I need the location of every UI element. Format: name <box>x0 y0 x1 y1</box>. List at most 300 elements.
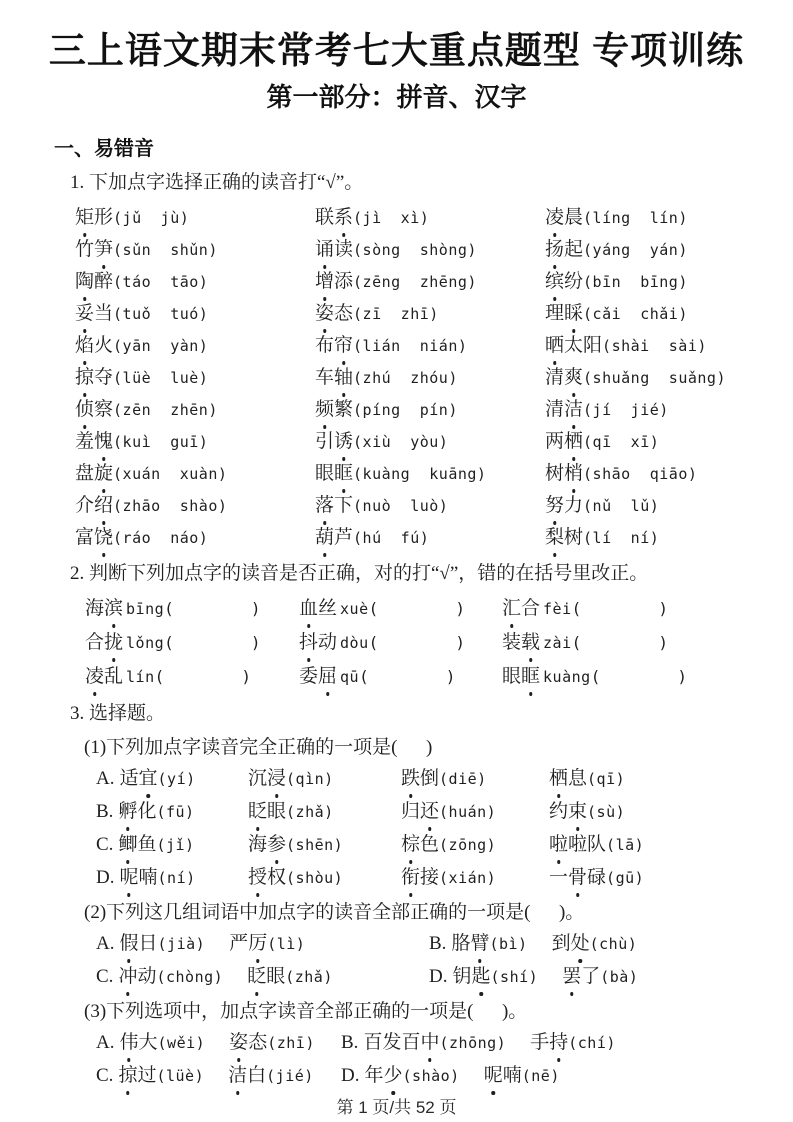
answer-blank: ( ) <box>571 598 668 618</box>
dotted-character: 衔 <box>401 862 420 894</box>
word-entry <box>248 867 343 888</box>
option-row <box>96 928 793 961</box>
word-entry <box>484 1065 560 1086</box>
dotted-character: 少 <box>384 1060 403 1092</box>
dotted-character: 绍 <box>94 490 113 522</box>
word-entry <box>451 933 527 954</box>
dotted-character: 胳 <box>451 932 471 954</box>
option-cell <box>549 829 793 862</box>
dotted-character: 浸 <box>267 763 286 795</box>
dotted-character: 合 <box>85 631 105 653</box>
dotted-character: 眼 <box>502 665 522 687</box>
word-entry <box>229 1032 315 1053</box>
dotted-character: 大 <box>138 1031 158 1053</box>
dotted-character: 妥 <box>75 298 94 330</box>
q2-word-table <box>85 592 793 694</box>
pinyin: (líng lín) <box>583 208 688 227</box>
word-entry <box>502 660 793 694</box>
dotted-character: 白 <box>247 1064 267 1086</box>
dotted-character: 树 <box>545 462 565 484</box>
dotted-character: 碌 <box>587 866 607 888</box>
word-entry <box>401 834 496 855</box>
word-entry <box>228 1065 314 1086</box>
dotted-character: 爽 <box>564 362 583 394</box>
dotted-character: 过 <box>137 1064 157 1086</box>
pinyin: (xuán xuàn) <box>113 464 228 483</box>
pinyin: (ráo náo) <box>113 528 209 547</box>
dotted-character: 太 <box>564 334 584 356</box>
option-cell <box>248 796 401 829</box>
dotted-character: 频 <box>315 394 334 426</box>
dotted-character: 处 <box>571 928 590 960</box>
word-entry <box>75 266 315 298</box>
option-cell <box>401 829 549 862</box>
word-entry <box>118 801 194 822</box>
pinyin: (wěi) <box>157 1033 206 1052</box>
pinyin: (shòu) <box>286 868 344 887</box>
dotted-character: 态 <box>248 1031 268 1053</box>
pinyin: (sǔn shǔn) <box>113 240 218 259</box>
dotted-character: 接 <box>420 866 440 888</box>
dotted-character: 缤 <box>545 266 564 298</box>
dotted-character: 诱 <box>334 426 353 458</box>
dotted-character: 骨 <box>568 862 587 894</box>
dotted-character: 布 <box>315 334 335 356</box>
dotted-character: 眶 <box>521 660 540 693</box>
dotted-character: 持 <box>549 1027 568 1059</box>
pinyin: (cǎi chǎi) <box>583 304 688 323</box>
dotted-character: 中 <box>420 1027 439 1059</box>
word-entry <box>315 490 545 522</box>
option-cell <box>549 796 793 829</box>
option-cell <box>96 1060 341 1093</box>
dotted-character: 起 <box>564 238 584 260</box>
option-cell <box>429 928 793 961</box>
dotted-character: 队 <box>587 833 607 855</box>
dotted-character: 棕 <box>401 829 420 861</box>
dotted-character: 眼 <box>267 800 287 822</box>
word-entry <box>229 933 305 954</box>
pinyin: (kuàng kuāng) <box>353 464 487 483</box>
dotted-character: 沉 <box>248 767 268 789</box>
pinyin: (jǐ) <box>156 835 195 854</box>
dotted-character: 眨 <box>248 796 267 828</box>
answer-blank: ( ) <box>368 632 465 652</box>
dotted-character: 笋 <box>94 234 113 266</box>
dotted-character: 严 <box>229 932 249 954</box>
option-cell <box>341 1027 793 1060</box>
word-entry <box>118 966 223 987</box>
word-entry <box>118 1065 204 1086</box>
option-key: B. <box>341 1031 359 1053</box>
section-heading: 一、易错音 <box>54 137 154 160</box>
dotted-character: 芦 <box>334 526 354 548</box>
answer-blank: ( ) <box>368 598 465 618</box>
option-row <box>96 1027 793 1060</box>
dotted-character: 跌 <box>401 763 420 795</box>
dotted-character: 阳 <box>583 334 603 356</box>
dotted-character: 焰 <box>75 330 94 362</box>
dotted-character: 盘 <box>75 462 95 484</box>
dotted-character: 授 <box>248 862 267 894</box>
word-entry <box>85 626 299 660</box>
dotted-character: 丝 <box>318 597 338 619</box>
dotted-character: 冲 <box>118 961 137 993</box>
dotted-character: 眼 <box>315 462 335 484</box>
dotted-character: 竹 <box>75 238 95 260</box>
option-cell <box>96 763 248 796</box>
dotted-character: 侦 <box>75 394 94 426</box>
option-row <box>96 961 793 994</box>
option-cell <box>96 961 429 994</box>
option-key: B. <box>429 932 447 954</box>
word-entry <box>75 394 315 426</box>
dotted-character: 委 <box>299 665 319 687</box>
dotted-character: 归 <box>401 800 421 822</box>
dotted-character: 参 <box>267 829 286 861</box>
option-cell <box>248 862 401 895</box>
dotted-character: 假 <box>119 928 138 960</box>
option-cell <box>248 763 401 796</box>
word-entry <box>119 867 195 888</box>
pinyin: dòu <box>340 633 369 652</box>
pinyin: (zhǎ) <box>285 967 333 986</box>
option-cell <box>401 796 549 829</box>
word-entry <box>549 834 644 855</box>
dotted-character: 眼 <box>266 965 286 987</box>
pinyin: (píng pín) <box>353 400 458 419</box>
dotted-character: 发 <box>382 1031 402 1053</box>
answer-blank: ( ) <box>154 666 251 686</box>
word-entry <box>118 834 194 855</box>
dotted-character: 羞 <box>75 430 95 452</box>
pinyin: (lüè luè) <box>113 368 209 387</box>
dotted-character: 醉 <box>94 270 114 292</box>
pinyin: (jié) <box>266 1066 314 1085</box>
dotted-character: 火 <box>94 334 114 356</box>
dotted-character: 动 <box>137 965 157 987</box>
word-entry <box>75 490 315 522</box>
word-entry <box>315 234 545 266</box>
dotted-character: 一 <box>549 866 569 888</box>
word-entry <box>545 426 793 458</box>
pinyin: xuè <box>340 599 369 618</box>
pinyin: (lüè) <box>156 1066 205 1085</box>
word-entry <box>315 266 545 298</box>
dotted-character: 孵 <box>118 796 137 828</box>
word-entry <box>452 966 538 987</box>
word-entry <box>75 202 315 234</box>
option-key: A. <box>96 767 115 789</box>
option-cell <box>429 961 793 994</box>
word-entry <box>247 966 333 987</box>
pinyin: (zēng zhēng) <box>353 272 477 291</box>
word-entry <box>75 426 315 458</box>
pinyin: kuàng <box>543 667 591 686</box>
option-cell <box>549 763 793 796</box>
dotted-character: 两 <box>545 430 565 452</box>
dotted-character: 还 <box>420 796 439 828</box>
word-entry <box>545 458 793 490</box>
dotted-character: 察 <box>94 398 114 420</box>
dotted-character: 洁 <box>564 394 583 426</box>
dotted-character: 血 <box>299 592 318 625</box>
dotted-character: 装 <box>502 631 522 653</box>
word-entry <box>75 298 315 330</box>
option-key: C. <box>96 833 114 855</box>
page-title: 三上语文期末常考七大重点题型 专项训练 <box>48 30 745 71</box>
pinyin: lín <box>126 667 155 686</box>
q3-sub-label: (3)下列选项中，加点字读音全部正确的一项是( )。 <box>84 1000 528 1022</box>
dotted-character: 喃 <box>502 1064 522 1086</box>
pinyin: (yáng yán) <box>583 240 688 259</box>
pinyin: (yān yàn) <box>113 336 209 355</box>
option-cell <box>549 862 793 895</box>
word-entry <box>545 266 793 298</box>
part-title: 第一部分：拼音、汉字 <box>266 81 527 112</box>
word-entry <box>545 490 793 522</box>
q3-sub-label: (2)下列这几组词语中加点字的读音全部正确的一项是( )。 <box>84 901 585 923</box>
word-entry <box>315 426 545 458</box>
q3-label: 3. 选择题。 <box>70 702 166 724</box>
word-entry <box>119 768 195 789</box>
word-entry <box>248 801 334 822</box>
dotted-character: 权 <box>267 866 287 888</box>
dotted-character: 梨 <box>545 522 564 554</box>
pinyin: (qìn) <box>286 769 334 788</box>
word-entry <box>315 458 545 490</box>
option-key: C. <box>96 965 114 987</box>
dotted-character: 色 <box>420 833 440 855</box>
pinyin: (xián) <box>439 868 497 887</box>
dotted-character: 汇 <box>502 592 521 625</box>
dotted-character: 乱 <box>104 665 124 687</box>
option-cell <box>401 763 549 796</box>
option-cell <box>96 928 429 961</box>
dotted-character: 系 <box>334 202 353 234</box>
dotted-character: 百 <box>401 1031 421 1053</box>
pinyin: (jí jié) <box>583 400 669 419</box>
word-entry <box>119 933 205 954</box>
option-cell <box>96 862 248 895</box>
word-entry <box>85 660 299 694</box>
pinyin: (lì) <box>267 934 306 953</box>
dotted-character: 抖 <box>299 626 318 659</box>
word-entry <box>299 592 502 626</box>
word-entry <box>315 522 545 554</box>
dotted-character: 态 <box>334 302 354 324</box>
dotted-character: 愧 <box>94 426 113 458</box>
dotted-character: 手 <box>530 1031 550 1053</box>
pinyin: (jià) <box>157 934 206 953</box>
dotted-character: 睬 <box>564 298 583 330</box>
pinyin: lǒng <box>126 633 165 652</box>
option-key: C. <box>96 1064 114 1086</box>
option-row <box>96 862 793 895</box>
option-key: D. <box>429 965 448 987</box>
dotted-character: 纷 <box>564 270 584 292</box>
dotted-character: 载 <box>521 626 540 659</box>
dotted-character: 夺 <box>94 366 114 388</box>
dotted-character: 增 <box>315 266 334 298</box>
dotted-character: 旋 <box>94 458 113 490</box>
dotted-character: 约 <box>549 800 569 822</box>
dotted-character: 倒 <box>420 767 440 789</box>
dotted-character: 凌 <box>85 660 104 693</box>
option-cell <box>248 829 401 862</box>
dotted-character: 鲫 <box>118 829 137 861</box>
pinyin: (nuò luò) <box>353 496 449 515</box>
word-entry <box>75 362 315 394</box>
word-entry <box>75 234 315 266</box>
page-number: 第 1 页/共 52 页 <box>336 1097 457 1117</box>
option-key: D. <box>341 1064 360 1086</box>
dotted-character: 读 <box>334 238 354 260</box>
word-entry <box>545 298 793 330</box>
word-entry <box>502 592 793 626</box>
word-entry <box>315 362 545 394</box>
dotted-character: 合 <box>521 597 541 619</box>
dotted-character: 钥 <box>452 965 472 987</box>
word-entry <box>401 801 496 822</box>
word-entry <box>549 768 625 789</box>
dotted-character: 鱼 <box>137 833 157 855</box>
pinyin: (hú fú) <box>353 528 430 547</box>
dotted-character: 滨 <box>104 592 123 625</box>
pinyin: (qī) <box>587 769 626 788</box>
word-entry <box>545 330 793 362</box>
pinyin: (shào) <box>402 1066 460 1085</box>
dotted-character: 落 <box>315 490 334 522</box>
pinyin: (nē) <box>521 1066 560 1085</box>
pinyin: (fū) <box>156 802 195 821</box>
pinyin: (chù) <box>589 934 638 953</box>
dotted-character: 到 <box>551 932 571 954</box>
word-entry <box>363 1032 506 1053</box>
pinyin: (zhī) <box>267 1033 315 1052</box>
dotted-character: 联 <box>315 206 335 228</box>
dotted-character: 匙 <box>472 961 491 993</box>
dotted-character: 诵 <box>315 234 334 266</box>
pinyin: (zhāo shào) <box>113 496 228 515</box>
dotted-character: 理 <box>545 302 565 324</box>
dotted-character: 车 <box>315 366 335 388</box>
option-row <box>96 1060 793 1093</box>
pinyin: (qī xī) <box>583 432 660 451</box>
pinyin: (zhōng) <box>439 1033 507 1052</box>
pinyin: (chí) <box>568 1033 616 1052</box>
option-key: A. <box>96 1031 115 1053</box>
word-entry <box>75 330 315 362</box>
pinyin: (zōng) <box>439 835 497 854</box>
word-entry <box>545 234 793 266</box>
dotted-character: 了 <box>581 965 601 987</box>
pinyin: (xiù yòu) <box>353 432 449 451</box>
pinyin: (yí) <box>157 769 196 788</box>
dotted-character: 海 <box>85 597 105 619</box>
dotted-character: 栖 <box>564 426 583 458</box>
answer-blank: ( ) <box>164 598 261 618</box>
option-key: D. <box>96 866 115 888</box>
dotted-character: 息 <box>568 767 588 789</box>
dotted-character: 日 <box>138 932 158 954</box>
dotted-character: 海 <box>248 833 268 855</box>
word-entry <box>545 394 793 426</box>
pinyin: (táo tāo) <box>113 272 209 291</box>
dotted-character: 化 <box>137 800 157 822</box>
word-entry <box>119 1032 205 1053</box>
pinyin: (lián nián) <box>353 336 468 355</box>
word-entry <box>549 867 644 888</box>
answer-blank: ( ) <box>590 666 688 686</box>
word-entry <box>401 768 487 789</box>
pinyin: bīng <box>126 599 165 618</box>
dotted-character: 眨 <box>247 961 266 993</box>
dotted-character: 动 <box>318 631 338 653</box>
word-entry <box>545 522 793 554</box>
dotted-character: 努 <box>545 490 564 522</box>
q1-label: 1. 下加点字选择正确的读音打“√”。 <box>70 171 364 193</box>
dotted-character: 富 <box>75 526 95 548</box>
dotted-character: 树 <box>564 526 584 548</box>
word-entry <box>502 626 793 660</box>
dotted-character: 百 <box>363 1031 383 1053</box>
option-row <box>96 829 793 862</box>
pinyin: (zhú zhóu) <box>353 368 458 387</box>
word-entry <box>552 933 638 954</box>
option-key: A. <box>96 932 115 954</box>
dotted-character: 梢 <box>564 458 583 490</box>
dotted-character: 喃 <box>138 866 158 888</box>
pinyin: (diē) <box>439 769 487 788</box>
word-entry <box>315 298 545 330</box>
pinyin: (bà) <box>600 967 639 986</box>
pinyin: (kuì guī) <box>113 432 209 451</box>
word-entry <box>549 801 625 822</box>
pinyin: (nǔ lǔ) <box>583 496 660 515</box>
dotted-character: 呢 <box>484 1060 503 1092</box>
pinyin: (shuǎng suǎng) <box>583 368 726 387</box>
pinyin: (bì) <box>489 934 528 953</box>
word-entry <box>75 458 315 490</box>
dotted-character: 晨 <box>564 206 584 228</box>
option-cell <box>341 1060 793 1093</box>
pinyin: (ní) <box>157 868 196 887</box>
pinyin: fèi <box>543 599 572 618</box>
pinyin: (sòng shòng) <box>353 240 477 259</box>
pinyin: (huán) <box>439 802 497 821</box>
dotted-character: 矩 <box>75 202 94 234</box>
dotted-character: 当 <box>94 302 114 324</box>
pinyin: (zhǎ) <box>286 802 334 821</box>
pinyin: (shāo qiāo) <box>583 464 698 483</box>
dotted-character: 洁 <box>228 1060 247 1092</box>
dotted-character: 凌 <box>545 202 564 234</box>
dotted-character: 引 <box>315 430 335 452</box>
dotted-character: 形 <box>94 206 114 228</box>
dotted-character: 拢 <box>104 626 123 659</box>
dotted-character: 清 <box>545 366 565 388</box>
q1-word-table <box>75 202 793 554</box>
dotted-character: 轴 <box>334 362 353 394</box>
pinyin: (shài sài) <box>602 336 707 355</box>
pinyin: (jǔ jù) <box>113 208 190 227</box>
dotted-character: 啦 <box>549 829 568 861</box>
pinyin: (lí ní) <box>583 528 660 547</box>
option-cell <box>96 1027 341 1060</box>
answer-blank: ( ) <box>571 632 668 652</box>
option-row <box>96 763 793 796</box>
